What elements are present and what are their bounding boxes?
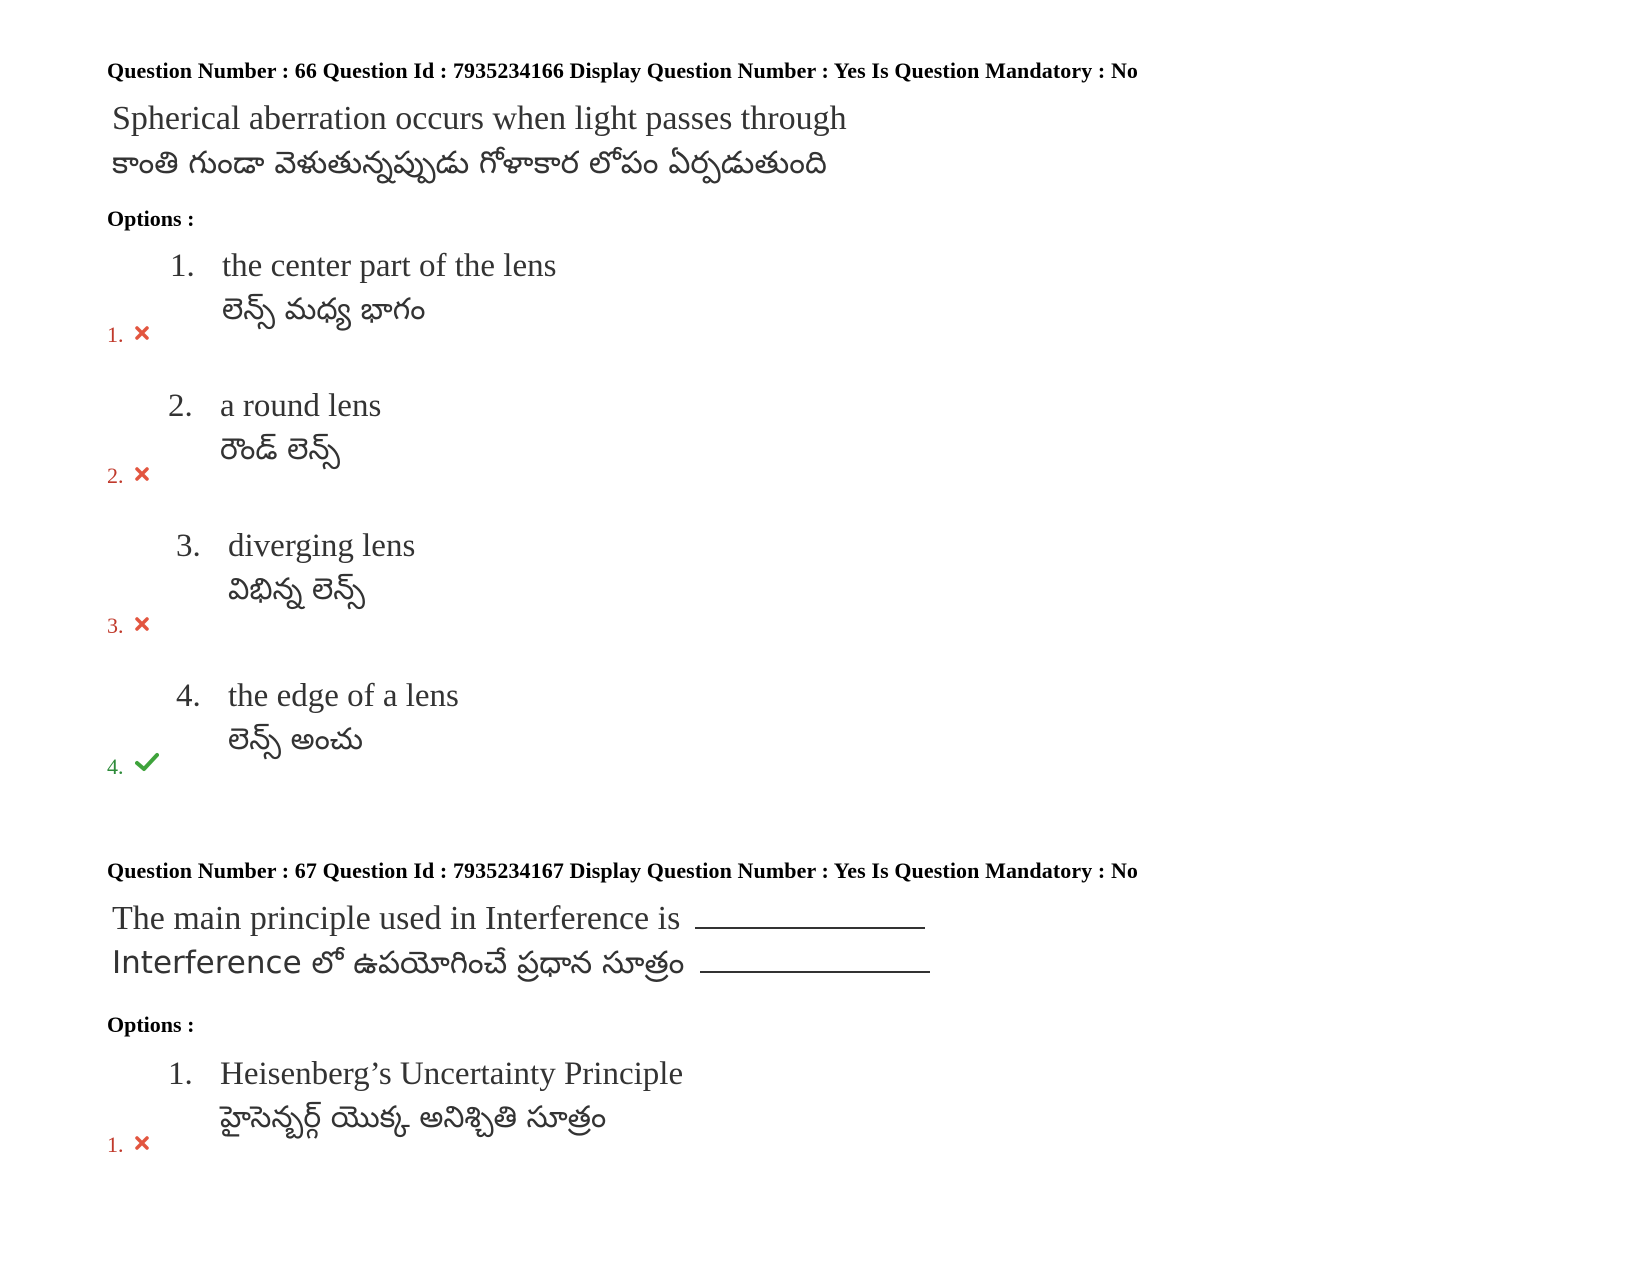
option-text-en: a round lens — [220, 388, 382, 424]
option-text-en: the center part of the lens — [222, 248, 557, 284]
check-icon — [135, 752, 159, 772]
option-marker: 4. — [107, 754, 124, 779]
question-67-options-label: Options : — [107, 1012, 195, 1037]
cross-icon — [135, 326, 149, 340]
question-66-option-2-status — [107, 463, 149, 489]
question-66-options-label: Options : — [107, 206, 195, 231]
question-67-text-en: The main principle used in Interference is — [112, 900, 681, 937]
option-text-te: లెన్స్ మధ్య భాగం — [222, 292, 426, 327]
question-66-text-en: Spherical aberration occurs when light passes through — [112, 100, 847, 137]
question-66-text — [112, 96, 847, 186]
option-marker: 2. — [107, 463, 124, 488]
question-67-header: Question Number : 67 Question Id : 7935234167 Display Question Number : Yes Is Question Mandatory : No — [107, 858, 1139, 883]
option-text-en: Heisenberg’s Uncertainty Principle — [220, 1056, 684, 1092]
question-66-option-3-status — [107, 613, 149, 639]
option-marker: 1. — [107, 322, 124, 347]
option-text-en: the edge of a lens — [228, 678, 459, 714]
question-67-text — [112, 896, 930, 986]
option-marker: 1. — [107, 1132, 124, 1157]
option-marker: 3. — [107, 613, 124, 638]
question-67-text-te: Interference లో ఉపయోగించే ప్రధాన సూత్రం — [112, 945, 685, 981]
question-66-option-4-status — [107, 752, 159, 780]
cross-icon — [135, 617, 149, 631]
option-text-te: హైసెన్బర్గ్ యొక్క అనిశ్చితి సూత్రం — [220, 1100, 607, 1135]
question-66-header: Question Number : 66 Question Id : 7935234166 Display Question Number : Yes Is Question Mandatory : No — [107, 58, 1139, 83]
answer-blank — [700, 943, 930, 973]
option-text-te: రౌండ్ లెన్స్ — [220, 432, 341, 467]
option-number: 4. — [176, 678, 201, 714]
option-text-te: లెన్స్ అంచు — [228, 722, 363, 757]
option-text-te: విభిన్న లెన్స్ — [228, 572, 366, 607]
option-text-en: diverging lens — [228, 528, 416, 564]
question-67-text-en-line — [112, 896, 930, 941]
question-66-text-te: కాంతి గుండా వెళుతున్నప్పుడు గోళాకార లోపం ఏర్పడుతుంది — [112, 145, 827, 181]
option-number: 3. — [176, 528, 201, 564]
cross-icon — [135, 467, 149, 481]
answer-blank — [695, 899, 925, 929]
option-number: 1. — [168, 1056, 193, 1092]
option-number: 1. — [170, 248, 195, 284]
question-67-option-1-status — [107, 1132, 149, 1158]
question-66-option-1-status — [107, 322, 149, 348]
cross-icon — [135, 1136, 149, 1150]
question-67-text-te-line — [112, 941, 930, 986]
option-number: 2. — [168, 388, 193, 424]
